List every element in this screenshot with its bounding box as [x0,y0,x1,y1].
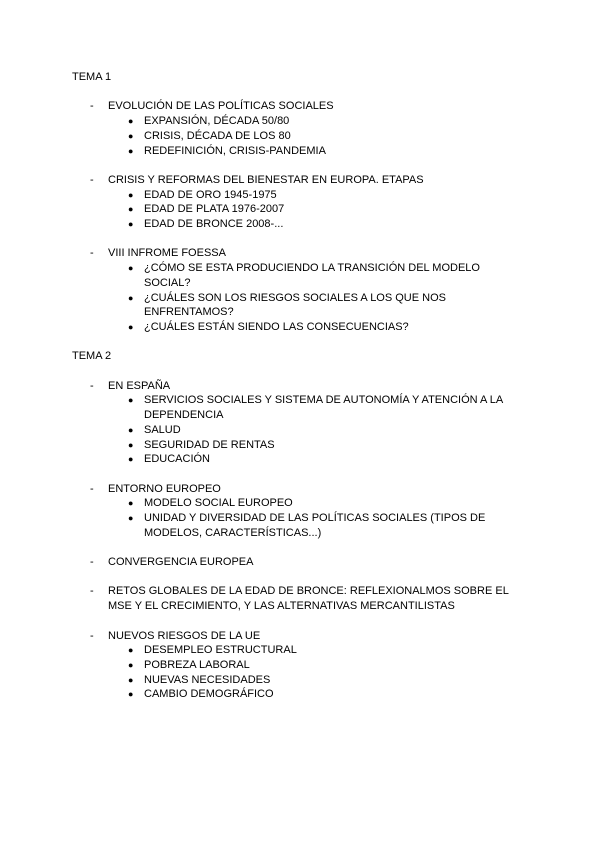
dash-marker: - [90,556,94,569]
list-item [72,202,522,217]
section-label: VIII INFROME FOESSA [108,247,226,260]
list-item-label: NUEVAS NECESIDADES [144,673,271,686]
section [72,629,522,703]
bullet-icon: ● [128,219,134,229]
bullet-list [72,393,522,467]
bullet-icon: ● [128,292,134,303]
list-item [72,452,522,467]
section-heading [72,246,522,261]
bullet-icon: ● [128,689,134,700]
bullet-icon: ● [128,116,134,127]
dash-marker: - [90,247,94,260]
list-item-label: CRISIS, DÉCADA DE LOS 80 [144,129,291,142]
bullet-icon: ● [128,321,134,332]
bullet-list [72,261,522,335]
tema-title: TEMA 1 [72,71,112,83]
bullet-list [72,496,522,540]
bullet-list [72,643,522,702]
list-item [72,643,522,658]
section-heading [72,584,522,613]
bullet-list [72,188,522,232]
list-item [72,217,522,232]
list-item [72,658,522,673]
section-heading [72,555,522,570]
list-item-label: EDAD DE PLATA 1976-2007 [144,203,285,216]
list-item-label: SALUD [144,423,181,436]
section-label: EN ESPAÑA [108,379,171,392]
list-item-label: EXPANSIÓN, DÉCADA 50/80 [144,115,290,128]
section [72,482,522,541]
section [72,379,522,467]
dash-marker: - [90,173,94,186]
list-item [72,438,522,453]
bullet-icon: ● [128,659,134,670]
list-item-label: ¿CUÁLES SON LOS RIESGOS SOCIALES A LOS QUE NOS ENFRENTAMOS? [144,291,446,319]
section [72,584,522,613]
list-item [72,673,522,688]
list-item-label: EDUCACIÓN [144,453,211,466]
bullet-icon: ● [128,454,134,465]
list-item-label: POBREZA LABORAL [144,658,250,671]
section-heading [72,99,522,114]
list-item-label: UNIDAD Y DIVERSIDAD DE LAS POLÍTICAS SOCIALES (TIPOS DE MODELOS, CARACTERÍSTICAS...) [144,512,486,539]
list-item [72,261,522,290]
list-item-label: SEGURIDAD DE RENTAS [144,438,275,451]
list-item [72,188,522,203]
bullet-icon: ● [128,513,134,523]
tema-block [72,349,522,702]
list-item-label: ¿CUÁLES ESTÁN SIENDO LAS CONSECUENCIAS? [144,320,409,333]
document-content [72,70,522,702]
list-item [72,423,522,438]
bullet-icon: ● [128,263,134,274]
bullet-list [72,114,522,158]
section-heading [72,173,522,188]
list-item-label: REDEFINICIÓN, CRISIS-PANDEMIA [144,144,326,157]
section-label: NUEVOS RIESGOS DE LA UE [108,629,261,642]
dash-marker: - [90,585,94,598]
section-heading [72,629,522,644]
section [72,99,522,158]
list-item [72,291,522,320]
dash-marker: - [90,379,94,392]
section [72,246,522,334]
list-item [72,129,522,144]
list-item-label: SERVICIOS SOCIALES Y SISTEMA DE AUTONOMÍA Y ATENCIÓN A LA DEPENDENCIA [144,394,503,422]
bullet-icon: ● [128,674,134,685]
list-item [72,144,522,159]
bullet-icon: ● [128,645,134,656]
list-item-label: CAMBIO DEMOGRÁFICO [144,688,274,701]
bullet-icon: ● [128,498,134,509]
bullet-icon: ● [128,395,134,406]
section-label: CONVERGENCIA EUROPEA [108,556,254,569]
bullet-icon: ● [128,130,134,141]
list-item [72,511,522,540]
section-label: ENTORNO EUROPEO [108,482,221,495]
tema-title: TEMA 2 [72,350,112,363]
bullet-icon: ● [128,439,134,450]
list-item [72,320,522,335]
bullet-icon: ● [128,189,134,200]
list-item [72,393,522,422]
bullet-icon: ● [128,204,134,215]
list-item-label: EDAD DE ORO 1945-1975 [144,188,277,201]
section-label: CRISIS Y REFORMAS DEL BIENESTAR EN EUROPA. ETAPAS [108,173,424,186]
list-item [72,496,522,511]
list-item-label: MODELO SOCIAL EUROPEO [144,497,293,510]
list-item-label: DESEMPLEO ESTRUCTURAL [144,644,297,657]
dash-marker: - [90,100,94,113]
list-item [72,687,522,702]
dash-marker: - [90,629,94,642]
dash-marker: - [90,482,94,495]
section-label: RETOS GLOBALES DE LA EDAD DE BRONCE: REFLEXIONALMOS SOBRE EL MSE Y EL CRECIMIENTO, Y LAS ALTERNATIVAS MERCANTILISTAS [108,585,509,613]
bullet-icon: ● [128,424,134,435]
list-item-label: EDAD DE BRONCE 2008-... [144,218,284,230]
tema-block [72,70,522,335]
section-label: EVOLUCIÓN DE LAS POLÍTICAS SOCIALES [108,100,334,113]
bullet-icon: ● [128,145,134,156]
list-item [72,114,522,129]
section-heading [72,379,522,394]
section [72,555,522,570]
list-item-label: ¿CÓMO SE ESTA PRODUCIENDO LA TRANSICIÓN DEL MODELO SOCIAL? [144,262,480,289]
section [72,173,522,232]
section-heading [72,482,522,497]
